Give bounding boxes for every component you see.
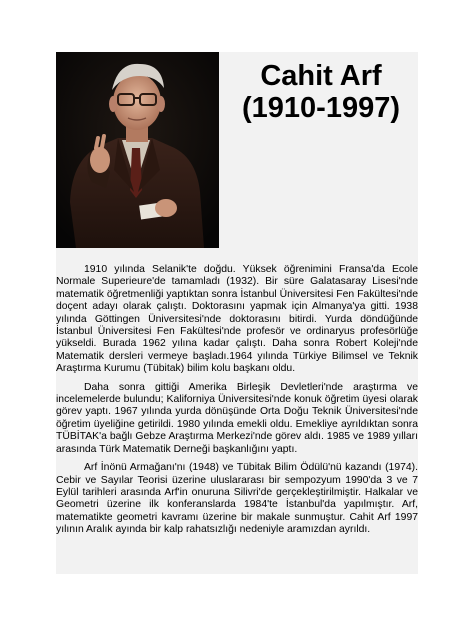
page-title: [228, 60, 414, 124]
portrait-photo: [56, 52, 219, 248]
title-years: (1910-1997): [242, 92, 400, 124]
paragraph-3: Arf İnönü Armağanı'nı (1948) ve Tübitak Bilim Ödülü'nü kazandı (1974). Cebir ve Sayılar Teorisi üzerine uluslararası bir sempozyum 1990'da 3 ve 7 Eylül tarihleri arasında Arf'in onuruna Silivri'de gerçekleştirilmiştir. Halkalar ve Geometri üzerine ilk konferanslarda 1984'te İstanbul'da yapılmıştır. Arf, matematikte geometri kavramı üzerine bir makale sunmuştur. Cahit Arf 1997 yılının Aralık ayında bir kalp rahatsızlığı nedeniyle aramızdan ayrıldı.: [56, 462, 418, 536]
paragraph-2: Daha sonra gittiği Amerika Birleşik Devletleri'nde araştırma ve incelemelerde bulundu; Kaliforniya Üniversitesi'nde konuk öğretim üyesi olarak görev yaptı. 1967 yılında yurda dönüşünde Orta Doğu Teknik Üniversitesi'nde öğretim üyeliğine getirildi. 1980 yılında emekli oldu. Emekliye ayrıldıktan sonra TÜBİTAK'a bağlı Gebze Araştırma Merkezi'nde görev aldı. 1985 ve 1989 yılları arasında Türk Matematik Derneği başkanlığını yaptı.: [56, 381, 418, 455]
title-name: Cahit Arf: [260, 60, 382, 92]
document-page: [56, 52, 418, 574]
paragraph-1: 1910 yılında Selanik'te doğdu. Yüksek öğrenimini Fransa'da Ecole Normale Superieure'de tamamladı (1932). Bir süre Galatasaray Lisesi'nde matematik öğretmenliği yaptıktan sonra İstanbul Üniversitesi Fen Fakültesi'nde doçent adayı olarak çalıştı. Doktorasını yapmak için Almanya'ya gitti. 1938 yılında Göttingen Üniversitesi'nde doktorasını bitirdi. Yurda döndüğünde İstanbul Üniversitesi Fen Fakültesi'nde profesör ve ordinaryus profesörlüğe yükseldi. Burada 1962 yılına kadar çalıştı. Daha sonra Robert Koleji'nde Matematik dersleri vermeye başladı.1964 yılında Türkiye Bilimsel ve Teknik Araştırma Kurumu (Tübitak) bilim kolu başkanı oldu.: [56, 264, 418, 375]
biography-text: [56, 264, 418, 543]
